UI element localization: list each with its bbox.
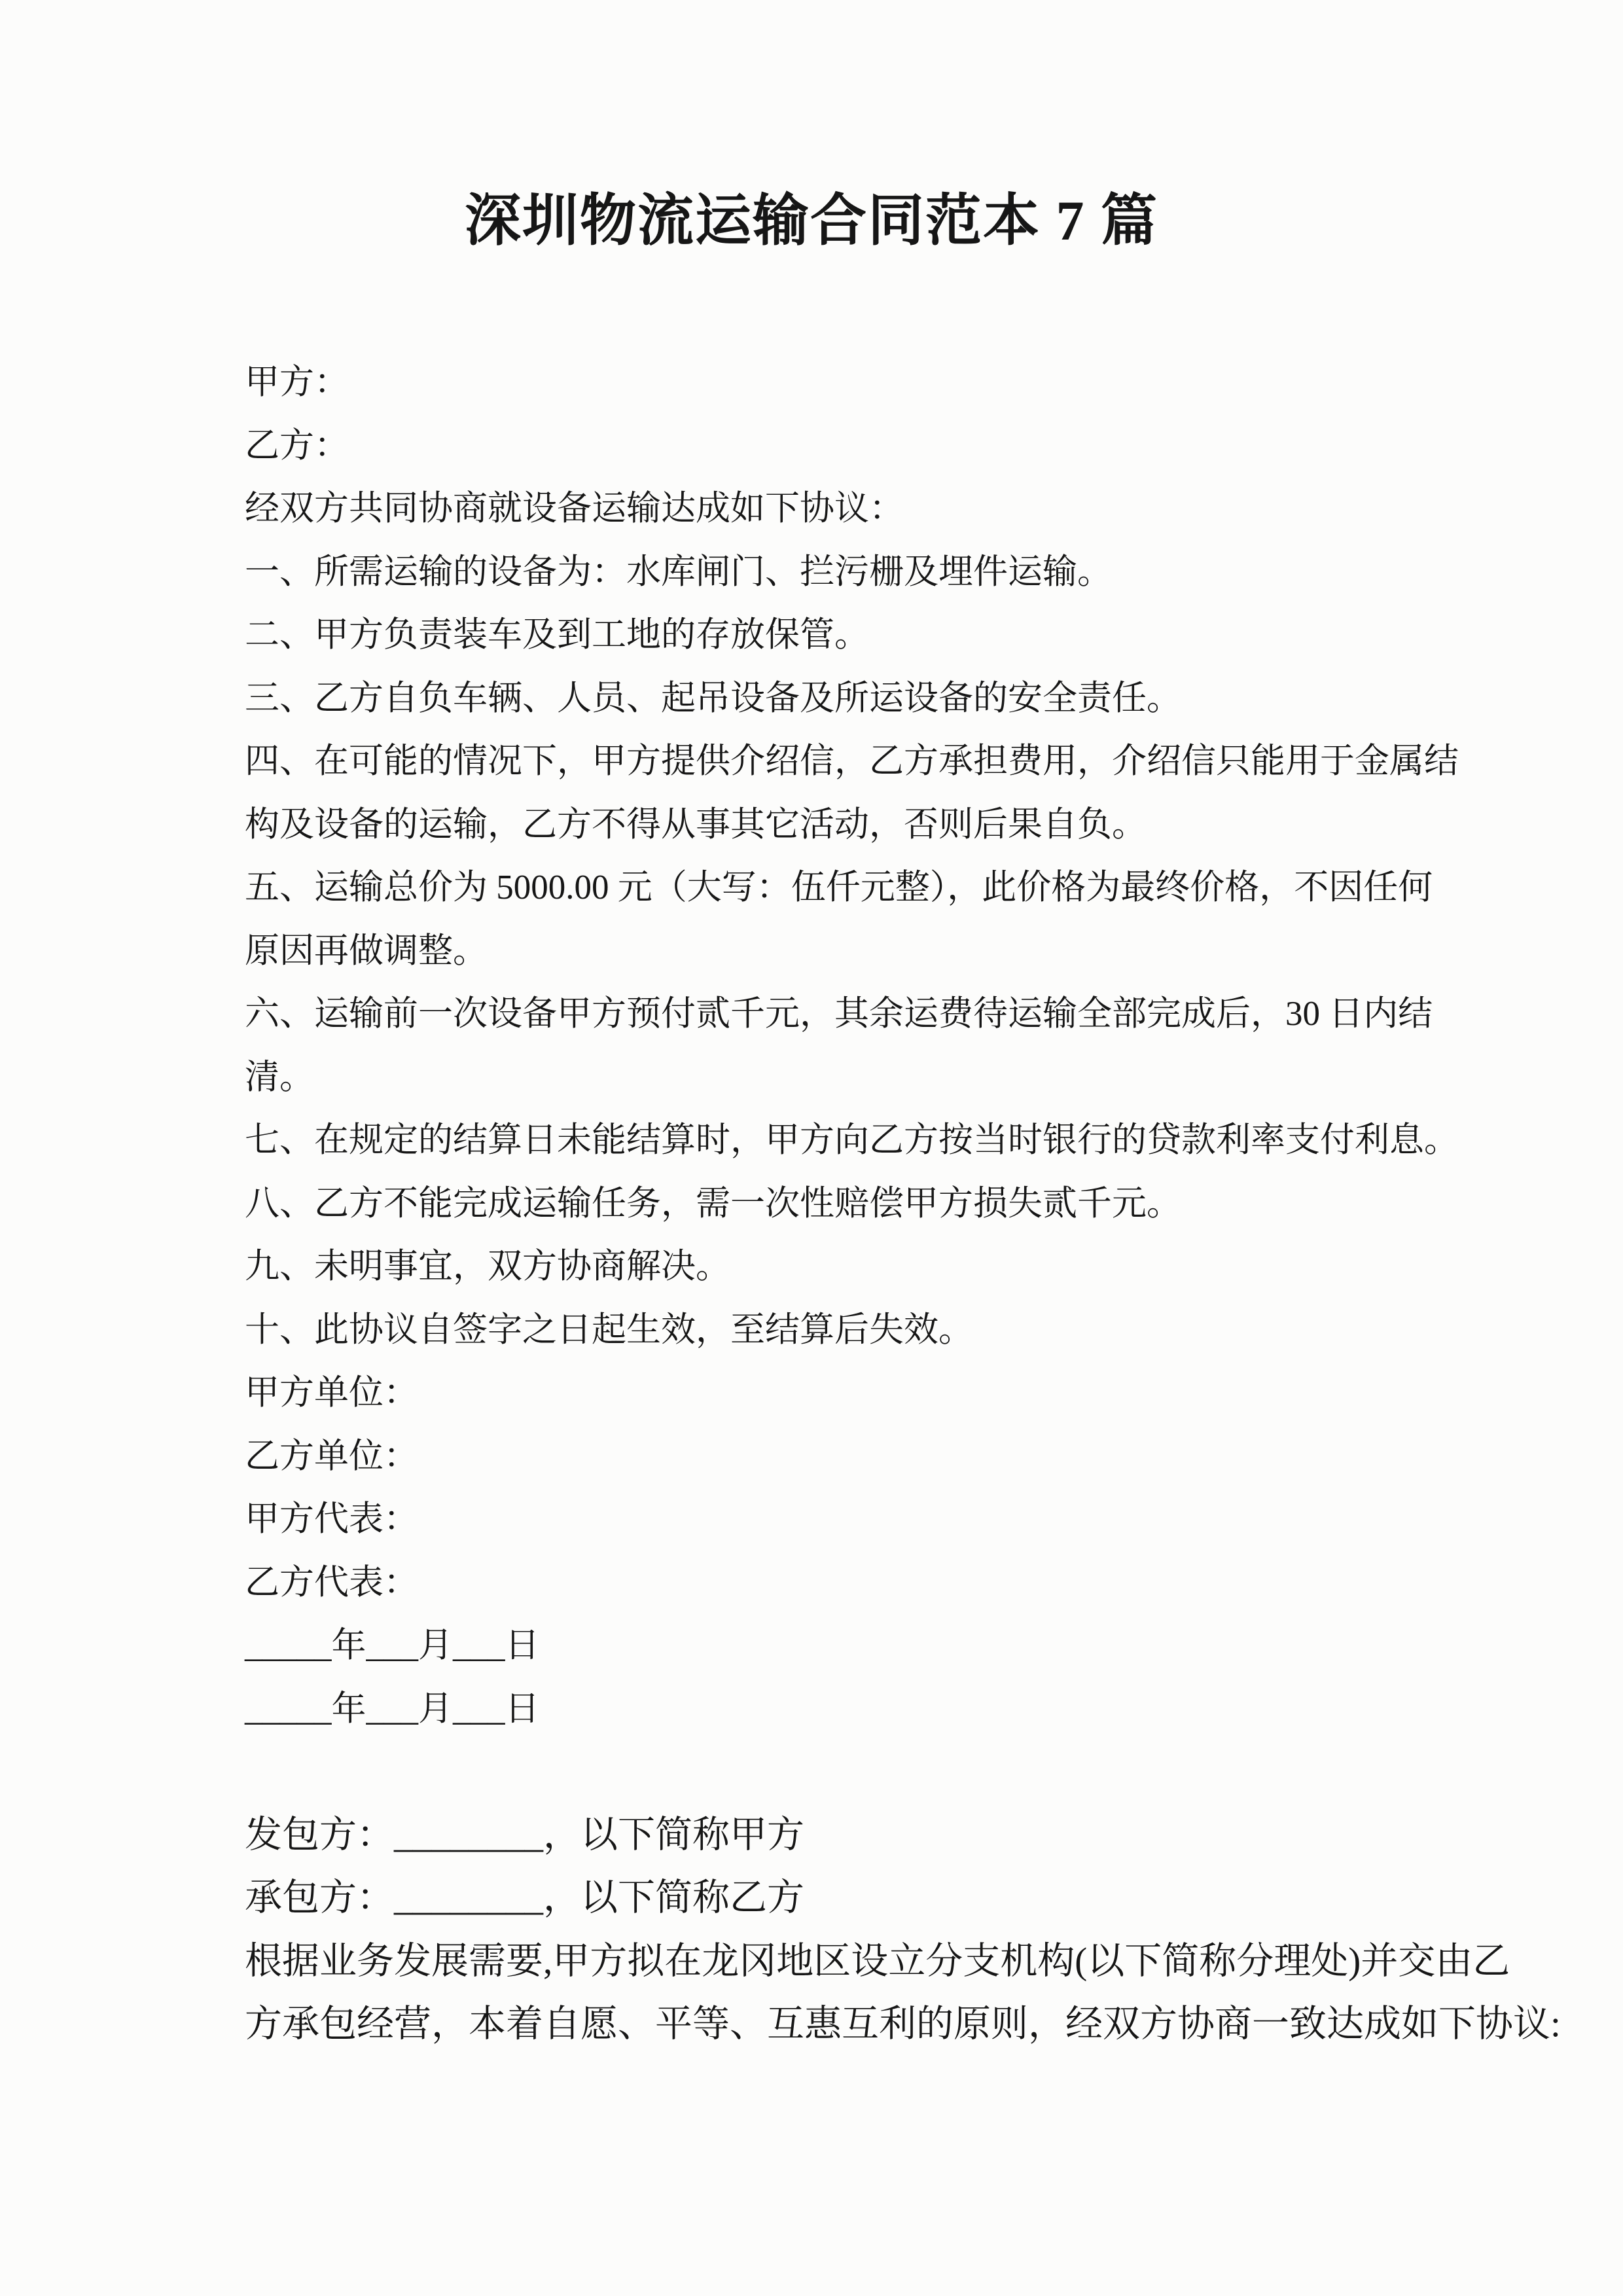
- second-contract-preamble-line: 根据业务发展需要,甲方拟在龙冈地区设立分支机构(以下简称分理处)并交由乙: [245, 1940, 1510, 1982]
- contractor-party-line: 承包方：________，以下简称乙方: [245, 1877, 804, 1918]
- date-blank-line: _____年___月___日: [245, 1626, 540, 1664]
- clause-6-line: 六、运输前一次设备甲方预付贰千元，其余运费待运输全部完成后，30 日内结: [245, 995, 1433, 1033]
- date-blank-line: _____年___月___日: [245, 1689, 540, 1728]
- party-b-line: 乙方：: [245, 426, 349, 465]
- clause-4-line: 四、在可能的情况下，甲方提供介绍信，乙方承担费用，介绍信只能用于金属结: [245, 742, 1459, 780]
- party-a-unit-line: 甲方单位：: [245, 1374, 418, 1412]
- clause-2-line: 二、甲方负责装车及到工地的存放保管。: [245, 616, 869, 654]
- party-b-representative-line: 乙方代表：: [245, 1563, 418, 1602]
- employer-party-line: 发包方：________，以下简称甲方: [245, 1814, 804, 1856]
- preamble-line: 经双方共同协商就设备运输达成如下协议：: [245, 490, 904, 528]
- clause-3-line: 三、乙方自负车辆、人员、起吊设备及所运设备的安全责任。: [245, 679, 1181, 717]
- clause-9-line: 九、未明事宜，双方协商解决。: [245, 1247, 730, 1285]
- clause-10-line: 十、此协议自签字之日起生效，至结算后失效。: [245, 1310, 973, 1349]
- clause-7-line: 七、在规定的结算日未能结算时，甲方向乙方按当时银行的贷款利率支付利息。: [245, 1121, 1459, 1159]
- clause-4-continuation-line: 构及设备的运输，乙方不得从事其它活动，否则后果自负。: [245, 805, 1147, 844]
- clause-5-line: 五、运输总价为 5000.00 元（大写：伍仟元整），此价格为最终价格，不因任何: [245, 869, 1433, 906]
- spacer-line: [245, 1740, 1586, 1804]
- clause-8-line: 八、乙方不能完成运输任务，需一次性赔偿甲方损失贰千元。: [245, 1184, 1181, 1223]
- clause-1-line: 一、所需运输的设备为：水库闸门、拦污栅及埋件运输。: [245, 552, 1112, 591]
- clause-5-continuation-line: 原因再做调整。: [245, 931, 488, 970]
- contract-body: [245, 351, 1586, 2056]
- clause-6-continuation-line: 清。: [245, 1058, 314, 1096]
- party-a-line: 甲方：: [245, 363, 349, 401]
- page-title: 深圳物流运输合同范本 7 篇: [465, 189, 1158, 252]
- party-a-representative-line: 甲方代表：: [245, 1500, 418, 1538]
- party-b-unit-line: 乙方单位：: [245, 1437, 418, 1475]
- second-contract-preamble-continuation-line: 方承包经营，本着自愿、平等、互惠互利的原则，经双方协商一致达成如下协议:: [245, 2003, 1561, 2045]
